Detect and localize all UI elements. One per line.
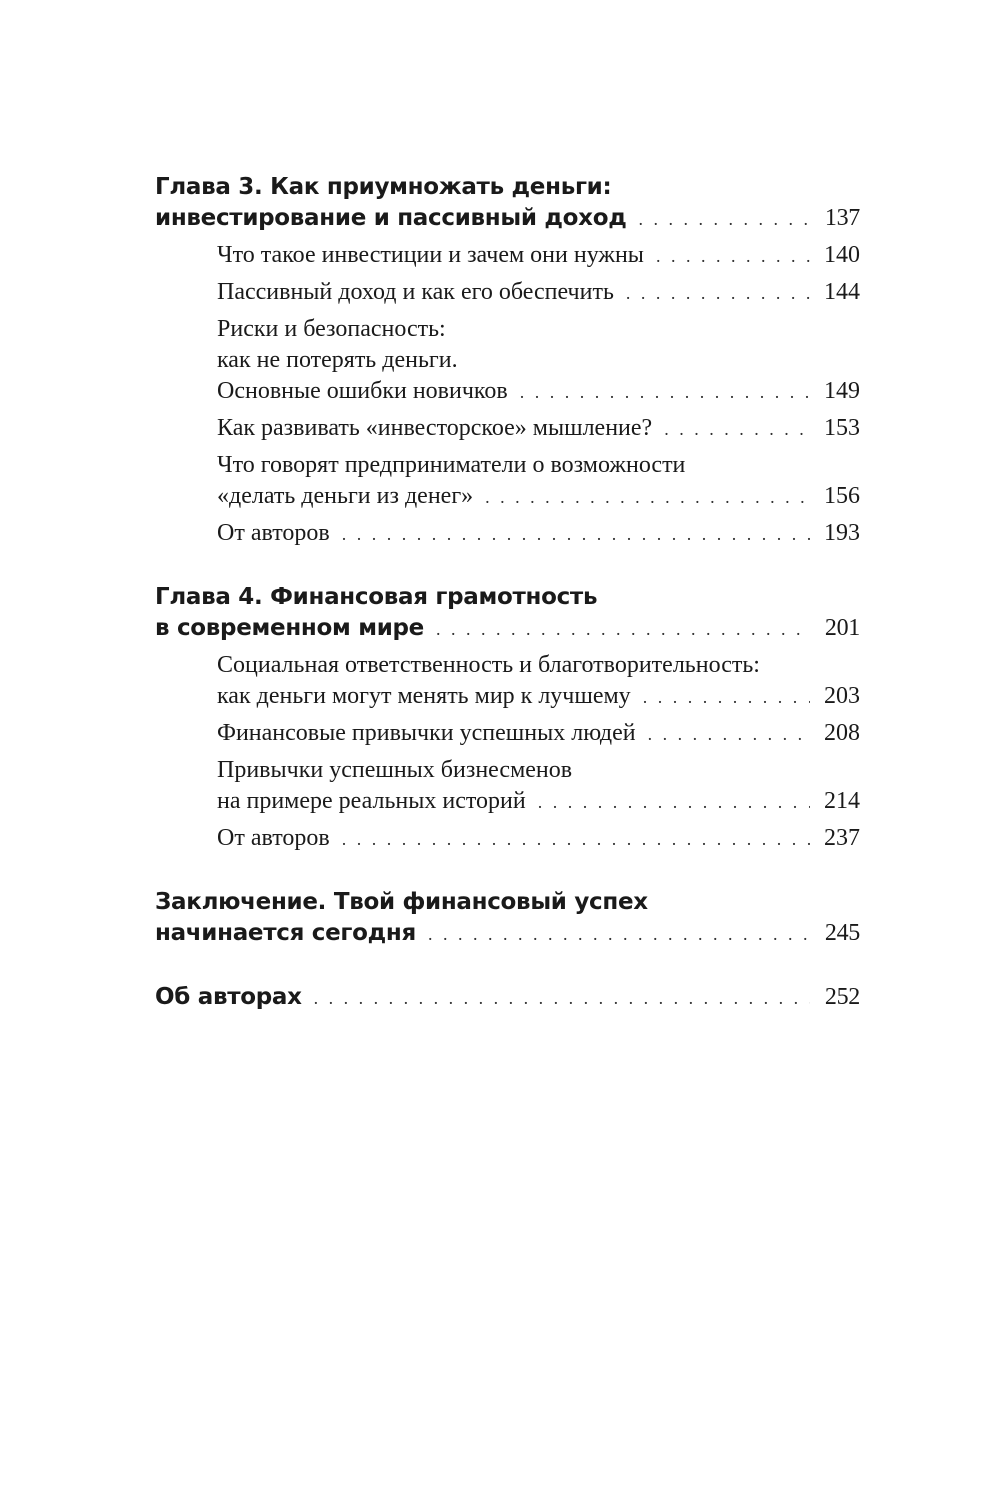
- page-number: 193: [824, 520, 860, 546]
- dot-leader: [648, 719, 810, 750]
- chapter-entry-row[interactable]: [155, 203, 860, 235]
- dot-leader: [643, 682, 810, 713]
- section-title: От авторов: [217, 825, 330, 851]
- page-number: 245: [824, 920, 860, 946]
- toc-about-authors: [155, 982, 860, 1014]
- chapter-title-line: инвестирование и пассивный доход: [155, 205, 627, 231]
- toc-conclusion: [155, 887, 860, 950]
- toc-section[interactable]: [217, 277, 860, 309]
- page-number: 201: [824, 615, 860, 641]
- page-number: 149: [824, 378, 860, 404]
- toc-section[interactable]: [217, 240, 860, 272]
- chapter-title-line: Заключение. Твой финансовый успех: [155, 889, 648, 915]
- page-number: 156: [824, 483, 860, 509]
- page-number: 137: [824, 205, 860, 231]
- page-number: 214: [824, 788, 860, 814]
- page-number: 140: [824, 242, 860, 268]
- page-number: 144: [824, 279, 860, 305]
- section-title: «делать деньги из денег»: [217, 483, 474, 509]
- toc-chapter-4: [155, 582, 860, 855]
- dot-leader: [664, 414, 810, 445]
- section-title: Что такое инвестиции и зачем они нужны: [217, 242, 644, 268]
- dot-leader: [428, 919, 810, 950]
- chapter-entry-row[interactable]: [155, 982, 860, 1014]
- chapter-title-line: Глава 4. Финансовая грамотность: [155, 584, 598, 610]
- section-title-line: Что говорят предприниматели о возможности: [217, 452, 686, 478]
- table-of-contents: [155, 172, 860, 1046]
- page-number: 153: [824, 415, 860, 441]
- chapter-entry-row[interactable]: [155, 918, 860, 950]
- section-title: Как развивать «инвесторское» мышление?: [217, 415, 653, 441]
- toc-section[interactable]: [217, 650, 860, 713]
- chapter-heading: [155, 172, 860, 235]
- section-title: на примере реальных историй: [217, 788, 526, 814]
- section-title: Основные ошибки новичков: [217, 378, 508, 404]
- page-number: 237: [824, 825, 860, 851]
- dot-leader: [520, 377, 810, 408]
- dot-leader: [485, 482, 810, 513]
- chapter-heading: [155, 887, 860, 950]
- dot-leader: [626, 278, 810, 309]
- toc-section[interactable]: [217, 413, 860, 445]
- dot-leader: [314, 983, 810, 1014]
- toc-section[interactable]: [217, 450, 860, 513]
- page-number: 203: [824, 683, 860, 709]
- dot-leader: [436, 614, 810, 645]
- section-title: Пассивный доход и как его обеспечить: [217, 279, 614, 305]
- dot-leader: [656, 241, 810, 272]
- dot-leader: [342, 824, 810, 855]
- chapter-title-line: Глава 3. Как приумножать деньги:: [155, 174, 612, 200]
- toc-section[interactable]: [217, 755, 860, 818]
- section-title: Финансовые привычки успешных людей: [217, 720, 636, 746]
- chapter-heading: [155, 582, 860, 645]
- dot-leader: [342, 519, 810, 550]
- dot-leader: [538, 787, 810, 818]
- section-title-line: Привычки успешных бизнесменов: [217, 757, 573, 783]
- toc-section[interactable]: [217, 823, 860, 855]
- dot-leader: [638, 204, 810, 235]
- chapter-heading: [155, 982, 860, 1014]
- toc-section[interactable]: [217, 518, 860, 550]
- page-number: 252: [824, 984, 860, 1010]
- section-title-line: Риски и безопасность:: [217, 316, 446, 342]
- chapter-title-line: в современном мире: [155, 615, 424, 641]
- section-title-line: Социальная ответственность и благотворительность:: [217, 652, 760, 678]
- chapter-title-line: начинается сегодня: [155, 920, 416, 946]
- chapter-entry-row[interactable]: [155, 613, 860, 645]
- chapter-title-line: Об авторах: [155, 984, 302, 1010]
- section-title: От авторов: [217, 520, 330, 546]
- toc-section[interactable]: [217, 718, 860, 750]
- section-title: как деньги могут менять мир к лучшему: [217, 683, 631, 709]
- toc-chapter-3: [155, 172, 860, 550]
- section-title-line: как не потерять деньги.: [217, 347, 458, 373]
- toc-section[interactable]: [217, 314, 860, 408]
- page-number: 208: [824, 720, 860, 746]
